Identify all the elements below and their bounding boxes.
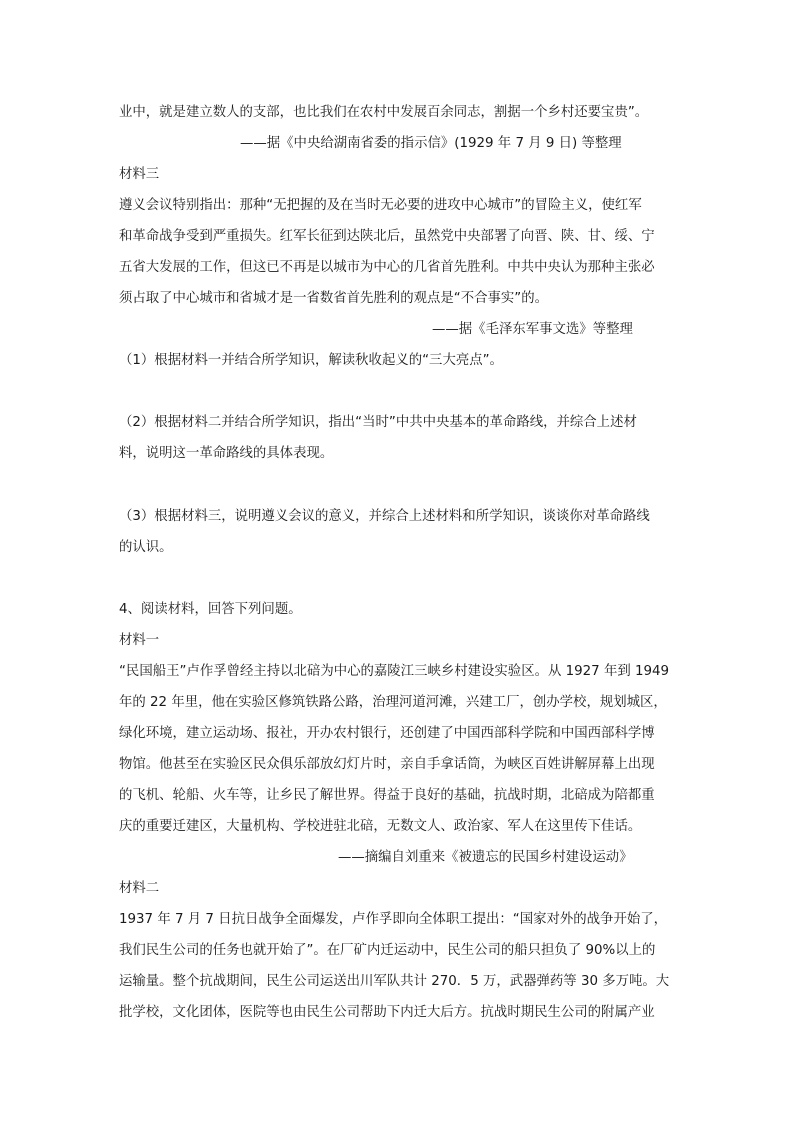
question-2: （2）根据材料二并结合所学知识，指出“当时”中共中央基本的革命路线，并综合上述材 (119, 415, 637, 430)
paragraph-line: 年的 22 年里，他在实验区修筑铁路公路，治理河道河滩，兴建工厂，创办学校，规划城区， (119, 695, 667, 710)
paragraph-line: 遵义会议特别指出：那种“无把握的及在当时无必要的进攻中心城市”的冒险主义，使红军 (119, 198, 642, 213)
question-1: （1）根据材料一并结合所学知识，解读秋收起义的“三大亮点”。 (119, 353, 503, 368)
question-2-continued: 料，说明这一革命路线的具体表现。 (119, 446, 334, 461)
source-citation: ——据《中央给湖南省委的指示信》(1929 年 7 月 9 日) 等整理 (240, 136, 622, 151)
paragraph-line: 五省大发展的工作，但这已不再是以城市为中心的几省首先胜利。中共中央认为那种主张必 (119, 260, 655, 275)
paragraph-line: 批学校，文化团体，医院等也由民生公司帮助下内迁大后方。抗战时期民生公司的附属产业 (119, 1005, 655, 1020)
paragraph-line: 物馆。他甚至在实验区民众俱乐部放幻灯片时，亲自手拿话筒，为峡区百姓讲解屏幕上出现 (119, 757, 655, 772)
material-heading: 材料三 (119, 167, 160, 182)
paragraph-line: 绿化环境，建立运动场、报社，开办农村银行，还创建了中国西部科学院和中国西部科学博 (119, 726, 655, 741)
source-citation: ——摘编自刘重来《被遗忘的民国乡村建设运动》 (338, 850, 633, 865)
material-heading: 材料一 (119, 633, 160, 648)
paragraph-line: 庆的重要迁建区，大量机构、学校进驻北碚，无数文人、政治家、军人在这里传下佳话。 (119, 819, 642, 834)
paragraph-line: 须占取了中心城市和省城才是一省数省首先胜利的观点是“不合事实”的。 (119, 291, 548, 306)
question-3-continued: 的认识。 (119, 540, 173, 555)
paragraph-line: 我们民生公司的任务也就开始了”。在厂矿内迁运动中，民生公司的船只担负了 90%以上的 (119, 943, 656, 958)
paragraph-line: 和革命战争受到严重损失。红军长征到达陕北后，虽然党中央部署了向晋、陕、甘、绥、宁 (119, 229, 655, 244)
paragraph-line: 的飞机、轮船、火车等，让乡民了解世界。得益于良好的基础，抗战时期，北碚成为陪都重 (119, 788, 655, 803)
question-3: （3）根据材料三，说明遵义会议的意义，并综合上述材料和所学知识，谈谈你对革命路线 (119, 509, 650, 524)
paragraph-line: 业中，就是建立数人的支部，也比我们在农村中发展百余同志，割据一个乡村还要宝贵”。 (119, 105, 649, 120)
source-citation: ——据《毛泽东军事文选》等整理 (432, 322, 633, 337)
paragraph-line: 运输量。整个抗战期间，民生公司运送出川军队共计 270．5 万，武器弹药等 30 多万吨。大 (119, 974, 670, 989)
paragraph-line: “民国船王”卢作孚曾经主持以北碚为中心的嘉陵江三峡乡村建设实验区。从 1927 年到 1949 (119, 664, 670, 679)
material-heading: 材料二 (119, 881, 160, 896)
paragraph-line: 1937 年 7 月 7 日抗日战争全面爆发，卢作孚即向全体职工提出：“国家对外的战争开始了， (119, 912, 668, 927)
question-4-heading: 4、阅读材料，回答下列问题。 (119, 602, 302, 617)
